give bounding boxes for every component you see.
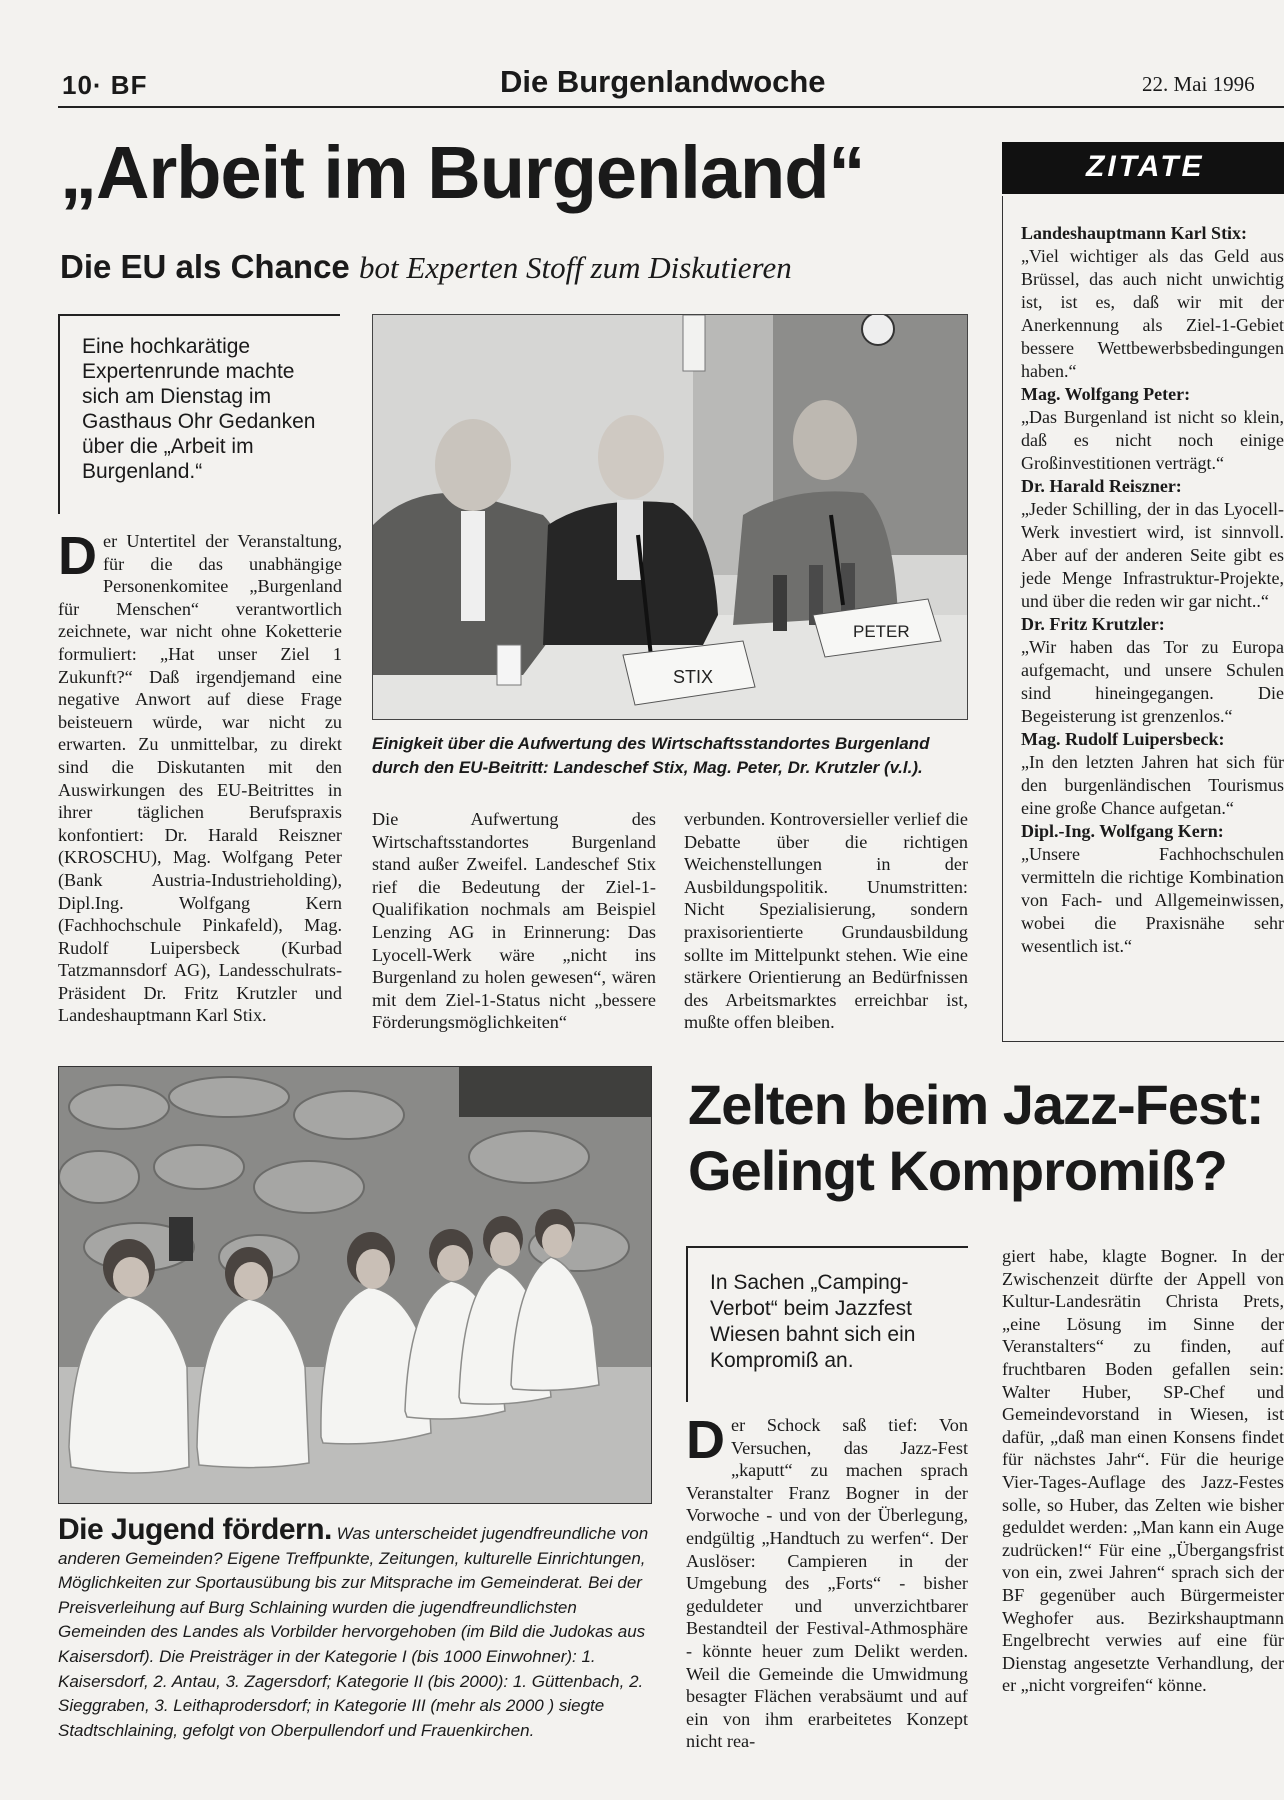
jazz-column-2: giert habe, klagte Bogner. In der Zwischenzeit dürfte der Appell von Kultur-Landesrätin Christa Prets, „eine Lösung im Sinne der Veranstalters“ zu finden, auf fruchtbaren Boden gefallen sein: Walter Huber, SP-Chef und Gemeindevorstand in Wiesen, ist dafür, „daß man einen Konsens findet für nächstes Jahr“. Für die heurige Vier-Tages-Auflage des Jazz-Festes solle, so Huber, das Zelten wie bisher geduldet werden: „Man kann ein Auge zudrücken!“ Für eine „Übergangsfrist von ein, zwei Jahren“ sprach sich der BF gegenüber auch Bürgermeister Weghofer aus. Bezirkshauptmann Engelbrecht verwies auf eine für Dienstag angesetzte Verhandlung, der er „nicht vorgreifen“ könne. bbox=[1002, 1246, 1284, 1696]
article-headline: „Arbeit im Burgenland“ bbox=[60, 131, 865, 214]
column-text: er Untertitel der Veranstaltung, für die das unabhängige Personenkomitee „Burgenland für Menschen“ verantwortlich zeichnete, war nicht ohne Koketterie formuliert: „Hat unser Ziel 1 Zukunft?“ Daß irgendjemand eine negative Anwort auf diese Frage beisteuern würde, war nicht zu erwarten. Zu unmittelbar, zu direkt sind die Diskutanten mit den Auswirkungen des EU-Beitrittes in ihrer täglichen Berufspraxis konfontiert: Dr. Harald Reiszner (KROSCHU), Mag. Wolfgang Peter (Bank Austria-Industrieholding), Dipl.Ing. Wolfgang Kern (Fachhochschule Pinkafeld), Mag. Rudolf Luipersbeck (Kurbad Tatzmannsdorf AG), Landesschulrats-Präsident Dr. Fritz Krutzler und Landeshauptmann Karl Stix. bbox=[58, 531, 342, 1026]
quote-speaker: Dipl.-Ing. Wolfgang Kern: bbox=[1021, 821, 1224, 841]
lead-text: Eine hochkarätige Expertenrunde machte sich am Dienstag im Gasthaus Ohr Gedanken über die „Arbeit im Burgenland.“ bbox=[82, 335, 316, 483]
quote-speaker: Dr. Fritz Krutzler: bbox=[1021, 614, 1165, 634]
quote-item bbox=[1021, 820, 1284, 958]
caption-heading: Die Jugend fördern. bbox=[58, 1513, 332, 1546]
subhead-bold: Die EU als Chance bbox=[60, 248, 350, 285]
quotes-header bbox=[1002, 142, 1284, 194]
header-rule bbox=[58, 106, 1284, 108]
quote-text: „Das Burgenland ist nicht so klein, daß es nicht noch einige Großinvestitionen verträgt.“ bbox=[1021, 407, 1284, 473]
photo-caption: Einigkeit über die Aufwertung des Wirtschaftsstandortes Burgenland durch den EU-Beitritt: Landeschef Stix, Mag. Peter, Dr. Krutzler (v.l.). bbox=[372, 734, 930, 777]
quote-text: „Unsere Fachhochschulen vermitteln die richtige Kombination von Fach- und Allgemeinwissen, wobei die Praxisnähe sehr wesentlich ist.“ bbox=[1021, 844, 1284, 956]
nameplate-peter: PETER bbox=[853, 622, 910, 641]
quote-item bbox=[1021, 475, 1284, 613]
issue-date: 22. Mai 1996 bbox=[1142, 72, 1255, 96]
quote-text: „Viel wichtiger als das Geld aus Brüssel, das auch nicht unwichtig ist, ist es, daß wir mit der Anerkennung als Ziel-1-Gebiet bessere Wettbewerbsbedingungen haben.“ bbox=[1021, 246, 1284, 381]
nameplate-stix: STIX bbox=[673, 667, 714, 687]
quote-item bbox=[1021, 613, 1284, 728]
lead-box bbox=[58, 314, 340, 514]
quote-speaker: Dr. Harald Reiszner: bbox=[1021, 476, 1182, 496]
jazz-column-1 bbox=[686, 1410, 968, 1753]
article-subhead bbox=[60, 248, 792, 286]
photo-judokas bbox=[58, 1066, 652, 1504]
quotes-box bbox=[1002, 196, 1284, 1042]
article-column-1 bbox=[58, 526, 342, 1027]
photo-panel-discussion bbox=[372, 314, 968, 720]
quote-text: „Wir haben das Tor zu Europa aufgemacht, und unsere Schulen sind hineingegangen. Die Begeisterung ist grenzenlos.“ bbox=[1021, 637, 1284, 726]
quotes-title: ZITATE bbox=[1086, 150, 1205, 183]
article-column-3: verbunden. Kontroversieller verlief die Debatte über die richtigen Weichenstellungen in der Ausbildungspolitik. Unumstritten: Nicht Spezialisierung, sondern praxisorientierte Grundausbildung sollte im Mittelpunkt stehen. Wie eine stärkere Orientierung an Bedürfnissen des Arbeitsmarktes erreichbar ist, mußte offen bleiben. bbox=[684, 809, 968, 1033]
quote-item bbox=[1021, 383, 1284, 475]
publication-title: Die Burgenlandwoche bbox=[500, 64, 826, 99]
quote-speaker: Mag. Rudolf Luipersbeck: bbox=[1021, 729, 1225, 749]
page-number: 10· BF bbox=[62, 70, 148, 100]
subhead-italic: bot Experten Stoff zum Diskutieren bbox=[358, 250, 792, 285]
jazz-headline bbox=[688, 1072, 1263, 1204]
column-text: er Schock saß tief: Von Versuchen, das Jazz-Fest „kaputt“ zu machen sprach Veranstalter Franz Bogner in der Vorwoche - und von der Überlegung, endgültig „Handtuch zu werfen“. Der Auslöser: Campieren in der Umgebung des „Forts“ - bisher geduldeter und unverzichtbarer Bestandteil der Festival-Athmosphäre - könnte heuer zum Delikt werden. Weil die Gemeinde die Umwidmung besagter Flächen verabsäumt und auf ein von ihm erarbeitetes Konzept nicht rea- bbox=[686, 1415, 968, 1752]
quote-item bbox=[1021, 222, 1284, 383]
photo-caption-youth bbox=[58, 1513, 658, 1743]
judo-photo-illustration bbox=[59, 1067, 652, 1504]
article-column-2: Die Aufwertung des Wirtschaftsstandortes Burgenland stand außer Zweifel. Landeschef Stix rief die Bedeutung der Ziel-1-Qualifikation nochmals am Beispiel Lenzing AG in Erinnerung: Das Lyocell-Werk wäre „nicht ins Burgenland zu holen gewesen“, wären mit dem Ziel-1-Status nicht „bessere Förderungsmöglichkeiten“ bbox=[372, 809, 656, 1033]
quote-text: „Jeder Schilling, der in das Lyocell-Werk investiert wird, ist sinnvoll. Aber auf der anderen Seite gibt es jede Menge Infrastruktur-Projekte, und über die reden wir gar nicht..“ bbox=[1021, 499, 1284, 611]
jazz-headline-line2: Gelingt Kompromiß? bbox=[688, 1139, 1227, 1202]
quote-text: „In den letzten Jahren hat sich für den burgenländischen Tourismus eine große Chance aufgetan.“ bbox=[1021, 752, 1284, 818]
drop-cap: D bbox=[686, 1410, 725, 1470]
jazz-lead-text: In Sachen „Camping-Verbot“ beim Jazzfest Wiesen bahnt sich ein Kompromiß an. bbox=[710, 1271, 916, 1372]
jazz-lead-box bbox=[686, 1246, 968, 1402]
quote-item bbox=[1021, 728, 1284, 820]
caption-text: Was unterscheidet jugendfreundliche von anderen Gemeinden? Eigene Treffpunkte, Zeitungen, kulturelle Einrichtungen, Möglichkeiten zur Sportausübung bis zur Mitsprache im Gemeinderat. Bei der Preisverleihung auf Burg Schlaining wurden die jugendfreundlichsten Gemeinden des Landes als Vorbilder hervorgehoben (im Bild die Judokas aus Kaisersdorf). Die Preisträger in der Kategorie I (bis 1000 Einwohner): 1. Kaisersdorf, 2. Antau, 3. Zagersdorf; Kategorie II (bis 2000): 1. Güttenbach, 2. Sieggraben, 3. Leithaprodersdorf; in Kategorie III (mehr als 2000 ) siegte Stadtschlaining, gefolgt von Oberpullendorf und Frauenkirchen. bbox=[58, 1524, 649, 1740]
drop-cap: D bbox=[58, 526, 97, 586]
panel-photo-illustration bbox=[373, 315, 968, 720]
quote-speaker: Landeshauptmann Karl Stix: bbox=[1021, 223, 1248, 243]
jazz-headline-line1: Zelten beim Jazz-Fest: bbox=[688, 1073, 1264, 1136]
quote-speaker: Mag. Wolfgang Peter: bbox=[1021, 384, 1191, 404]
